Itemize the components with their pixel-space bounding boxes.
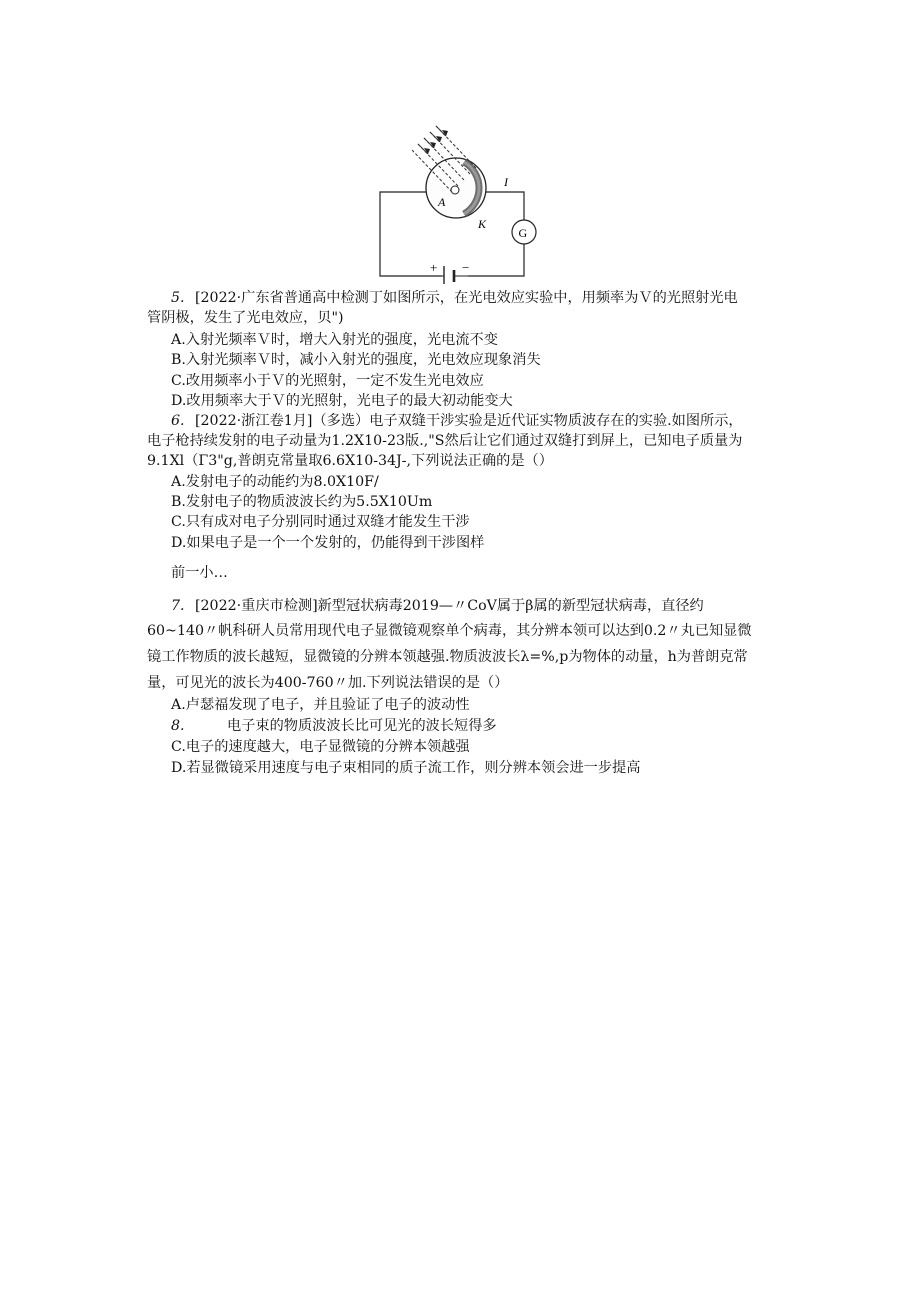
q5-stem-line2 xyxy=(147,308,344,328)
current-label: I xyxy=(504,175,508,189)
galvanometer-label: G xyxy=(518,226,528,240)
q7-stem-line4: 量，可见光的波长为400-760〃加.下列说法错误的是（） xyxy=(147,675,509,691)
q6-stem-line3: 9.1Xl（Γ3"g,普朗克常量取6.6X10-34J-,下列说法正确的是（） xyxy=(147,453,553,469)
q6-stem-text-1: [2022·浙江卷1月]（多选）电子双缝干涉实验是近代证实物质波存在的实验.如图所示， xyxy=(195,413,743,429)
q7-number: 7. xyxy=(171,598,185,614)
q5-number: 5. xyxy=(171,290,185,306)
photoelectric-circuit-figure xyxy=(372,124,544,284)
cathode-label: K xyxy=(478,217,487,231)
phototube xyxy=(426,158,486,218)
q7-option-a: A.卢瑟福发现了电子，并且验证了电子的波动性 xyxy=(171,697,470,713)
battery-plus-label: + xyxy=(430,260,438,275)
q6-option-c: C.只有成对电子分别同时通过双缝才能发生干涉 xyxy=(171,514,470,530)
q7-option-d: D.若显微镜采用速度与电子束相同的质子流工作，则分辨本领会进一步提高 xyxy=(171,760,641,776)
q5-option-d: D.改用频率大于Ｖ的光照射，光电子的最大初动能变大 xyxy=(171,393,513,409)
q6-stem-line1 xyxy=(171,411,743,431)
anode-label: A xyxy=(438,195,446,209)
q8-number: 8. xyxy=(171,718,185,734)
q6-option-b: B.发射电子的物质波波长约为5.5X10Um xyxy=(171,494,433,510)
q6-stem-line2: 电子枪持续发射的电子动量为1.2X10-23版.,"S然后让它们通过双缝打到屏上，已知电子质量为 xyxy=(147,433,743,449)
q6-option-a: A.发射电子的动能约为8.0X10F/ xyxy=(171,474,379,490)
q5-stem-line1 xyxy=(171,288,738,308)
q5-stem-text-2: 管阴极，发生了光电效应，贝") xyxy=(147,310,344,326)
q7-stem-line3: 镜工作物质的波长越短，显微镜的分辨本领越强.物质波波长λ=%,p为物体的动量，h为普朗克常 xyxy=(147,649,748,665)
q6-number: 6. xyxy=(171,413,185,429)
q6-option-d: D.如果电子是一个一个发射的，仍能得到干涉图样 xyxy=(171,535,485,551)
q5-option-c: C.改用频率小于Ｖ的光照射，一定不发生光电效应 xyxy=(171,373,484,389)
q7-stem-line1 xyxy=(171,596,704,616)
q7-stem-text-1: [2022·重庆市检测]新型冠状病毒2019—〃CoV属于β属的新型冠状病毒，直径约 xyxy=(195,598,704,614)
battery-minus-label: − xyxy=(462,260,470,275)
q7-option-b-line xyxy=(171,716,497,736)
q7-stem-line2: 60~140〃帆科研人员常用现代电子显微镜观察单个病毒，其分辨本领可以达到0.2〃丸已知显微 xyxy=(147,623,752,639)
q7-option-b: 电子束的物质波波长比可见光的波长短得多 xyxy=(227,718,497,734)
q5-option-a: A.入射光频率Ｖ时，增大入射光的强度，光电流不变 xyxy=(171,332,498,348)
section-note: 前一小… xyxy=(171,565,228,581)
q7-option-c: C.电子的速度越大，电子显微镜的分辨本领越强 xyxy=(171,739,470,755)
q5-stem-text-1: [2022·广东省普通高中检测丁如图所示，在光电效应实验中，用频率为Ｖ的光照射光电 xyxy=(195,290,738,306)
q5-option-b: B.入射光频率Ｖ时，减小入射光的强度，光电效应现象消失 xyxy=(171,352,541,368)
